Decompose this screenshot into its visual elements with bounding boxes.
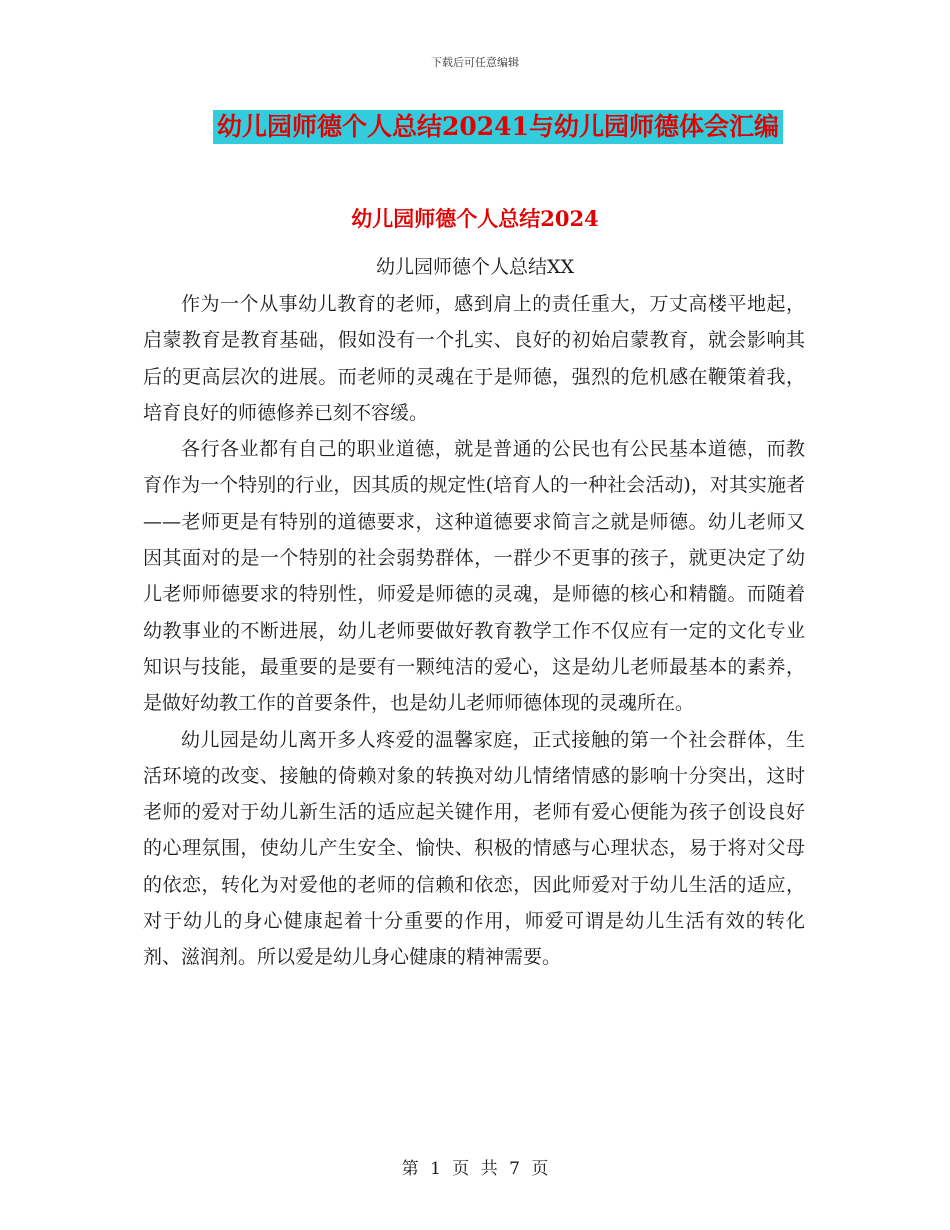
body-text	[143, 286, 805, 976]
paragraph: 幼儿园是幼儿离开多人疼爱的温馨家庭，正式接触的第一个社会群体，生活环境的改变、接触的倚赖对象的转换对幼儿情绪情感的影响十分突出，这时老师的爱对于幼儿新生活的适应起关键作用，老师有爱心便能为孩子创设良好的心理氛围，使幼儿产生安全、愉快、积极的情感与心理状态，易于将对父母的依恋，转化为对爱他的老师的信赖和依恋，因此师爱对于幼儿生活的适应，对于幼儿的身心健康起着十分重要的作用，师爱可谓是幼儿生活有效的转化剂、滋润剂。所以爱是幼儿身心健康的精神需要。	[143, 728, 805, 969]
page-footer: 第 1 页 共 7 页	[401, 1159, 549, 1179]
sub-title: 幼儿园师德个人总结XX	[375, 256, 575, 278]
paragraph: 作为一个从事幼儿教育的老师，感到肩上的责任重大，万丈高楼平地起，启蒙教育是教育基础，假如没有一个扎实、良好的初始启蒙教育，就会影响其后的更高层次的进展。而老师的灵魂在于是师德，强烈的危机感在鞭策着我，培育良好的师德修养已刻不容缓。	[143, 293, 805, 424]
main-title-container	[0, 110, 950, 144]
paragraph: 各行各业都有自己的职业道德，就是普通的公民也有公民基本道德，而教育作为一个特别的行业，因其质的规定性(培育人的一种社会活动)，对其实施者——老师更是有特别的道德要求，这种道德要求简言之就是师德。幼儿老师又因其面对的是一个特别的社会弱势群体，一群少不更事的孩子，就更决定了幼儿老师师德要求的特别性，师爱是师德的灵魂，是师德的核心和精髓。而随着幼教事业的不断进展，幼儿老师要做好教育教学工作不仅应有一定的文化专业知识与技能，最重要的是要有一颗纯洁的爱心，这是幼儿老师最基本的素养，是做好幼教工作的首要条件，也是幼儿老师师德体现的灵魂所在。	[143, 438, 805, 715]
header-note: 下载后可任意编辑	[431, 56, 519, 69]
section-title: 幼儿园师德个人总结2024	[351, 206, 599, 231]
main-title: 幼儿园师德个人总结20241与幼儿园师德体会汇编	[213, 110, 783, 144]
